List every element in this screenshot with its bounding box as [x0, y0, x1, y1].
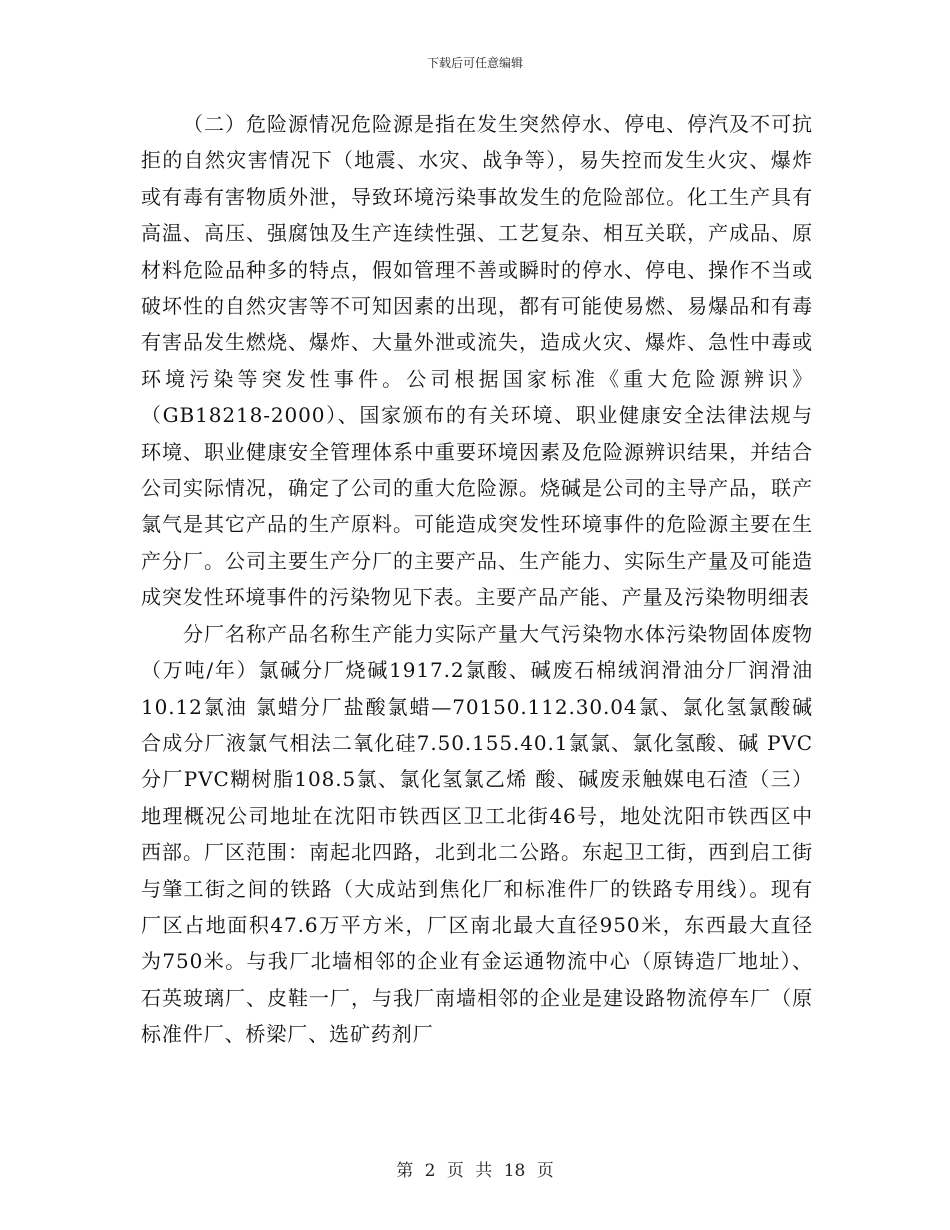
- paragraph-table-and-geography: 分厂名称产品名称生产能力实际产量大气污染物水体污染物固体废物（万吨/年）氯碱分厂烧碱1917.2氯酸、碱废石棉绒润滑油分厂润滑油10.12氯油 氯蜡分厂盐酸氯蜡—70150.112.30.04氯、氯化氢氯酸碱 合成分厂液氯气相法二氧化硅7.50.155.40.1氯氯、氯化氢酸、碱 PVC分厂PVC糊树脂108.5氯、氯化氢氯乙烯 酸、碱废汞触媒电石渣（三）地理概况公司地址在沈阳市铁西区卫工北街46号，地处沈阳市铁西区中西部。厂区范围：南起北四路，北到北二公路。东起卫工街，西到启工街与肇工街之间的铁路（大成站到焦化厂和标准件厂的铁路专用线）。现有厂区占地面积47.6万平方米，厂区南北最大直径950米，东西最大直径为750米。与我厂北墙相邻的企业有金运通物流中心（原铸造厂地址）、石英玻璃厂、皮鞋一厂，与我厂南墙相邻的企业是建设路物流停车厂（原标准件厂、桥梁厂、选矿药剂厂: [141, 621, 813, 1047]
- document-body: [141, 106, 813, 1053]
- paragraph-hazard-sources: （二）危险源情况危险源是指在发生突然停水、停电、停汽及不可抗拒的自然灾害情况下（地震、水灾、战争等），易失控而发生火灾、爆炸或有毒有害物质外泄，导致环境污染事故发生的危险部位。化工生产具有高温、高压、强腐蚀及生产连续性强、工艺复杂、相互关联，产成品、原材料危险品种多的特点，假如管理不善或瞬时的停水、停电、操作不当或破坏性的自然灾害等不可知因素的出现，都有可能使易燃、易爆品和有毒有害品发生燃烧、爆炸、大量外泄或流失，造成火灾、爆炸、急性中毒或环境污染等突发性事件。公司根据国家标准《重大危险源辨识》（GB18218-2000）、国家颁布的有关环境、职业健康安全法律法规与环境、职业健康安全管理体系中重要环境因素及危险源辨识结果，并结合公司实际情况，确定了公司的重大危险源。烧碱是公司的主导产品，联产氯气是其它产品的生产原料。可能造成突发性环境事件的危险源主要在生产分厂。公司主要生产分厂的主要产品、生产能力、实际生产量及可能造成突发性环境事件的污染物见下表。主要产品产能、产量及污染物明细表: [141, 112, 813, 610]
- page-footer: 第 2 页 共 18 页: [396, 1161, 554, 1181]
- page-header: 下载后可任意编辑: [426, 56, 523, 70]
